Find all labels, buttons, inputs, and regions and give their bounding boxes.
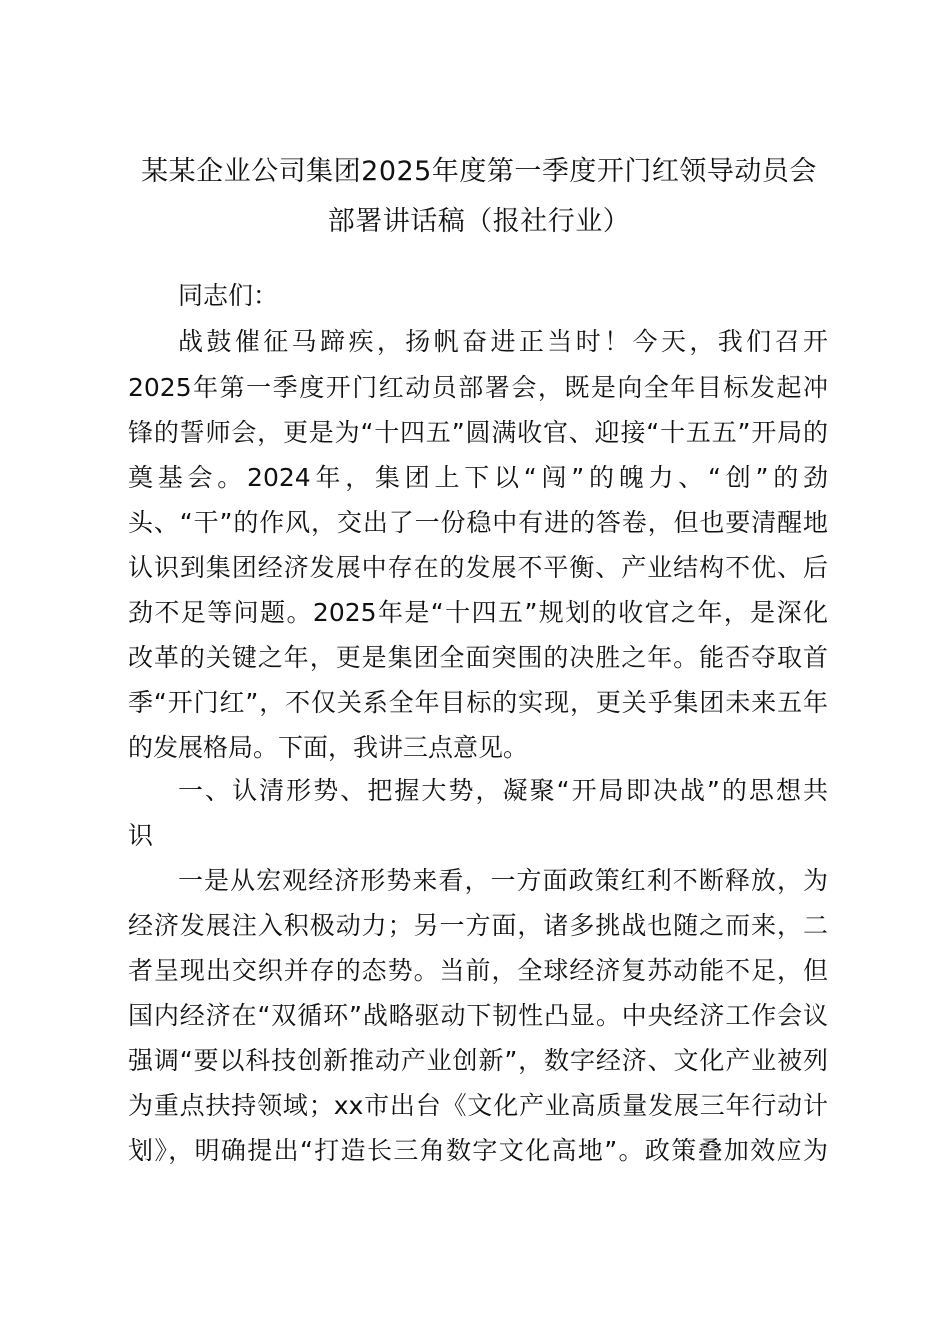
paragraph-line: 经济发展注入积极动力；另一方面，诸多挑战也随之而来，二 (128, 911, 828, 940)
section-heading-line: 一、认清形势、把握大势，凝聚“开局即决战”的思想共 (178, 776, 828, 805)
paragraph-line: 国内经济在“双循环”战略驱动下韧性凸显。中央经济工作会议 (128, 1001, 828, 1030)
paragraph-line: 认识到集团经济发展中存在的发展不平衡、产业结构不优、后 (128, 553, 828, 582)
document-title-line-1: 某某企业公司集团2025年度第一季度开门红领导动员会 (141, 156, 817, 187)
paragraph-line: 季“开门红”，不仅关系全年目标的实现，更关乎集团未来五年 (128, 688, 828, 717)
paragraph-line: 强调“要以科技创新推动产业创新”，数字经济、文化产业被列 (128, 1046, 828, 1075)
paragraph-line: 2025年第一季度开门红动员部署会，既是向全年目标发起冲 (128, 373, 828, 402)
paragraph-line: 奠基会。2024年，集团上下以“闯”的魄力、“创”的劲 (128, 463, 828, 492)
salutation: 同志们： (178, 281, 279, 310)
document-title-line-2: 部署讲话稿（报社行业） (327, 206, 631, 237)
paragraph-line: 锋的誓师会，更是为“十四五”圆满收官、迎接“十五五”开局的 (128, 418, 828, 447)
paragraph-line: 战鼓催征马蹄疾，扬帆奋进正当时！今天，我们召开 (178, 327, 828, 356)
paragraph-line: 改革的关键之年，更是集团全面突围的决胜之年。能否夺取首 (128, 643, 828, 672)
paragraph-line: 头、“干”的作风，交出了一份稳中有进的答卷，但也要清醒地 (128, 508, 828, 537)
paragraph-line: 劲不足等问题。2025年是“十四五”规划的收官之年，是深化 (128, 598, 828, 627)
paragraph-line: 一是从宏观经济形势来看，一方面政策红利不断释放，为 (178, 866, 828, 895)
paragraph-line: 划》，明确提出“打造长三角数字文化高地”。政策叠加效应为 (128, 1136, 828, 1165)
paragraph-line: 为重点扶持领域；xx市出台《文化产业高质量发展三年行动计 (128, 1091, 828, 1120)
section-heading-line: 识 (128, 821, 154, 850)
paragraph-line: 的发展格局。下面，我讲三点意见。 (128, 733, 529, 762)
paragraph-line: 者呈现出交织并存的态势。当前，全球经济复苏动能不足，但 (128, 956, 828, 985)
